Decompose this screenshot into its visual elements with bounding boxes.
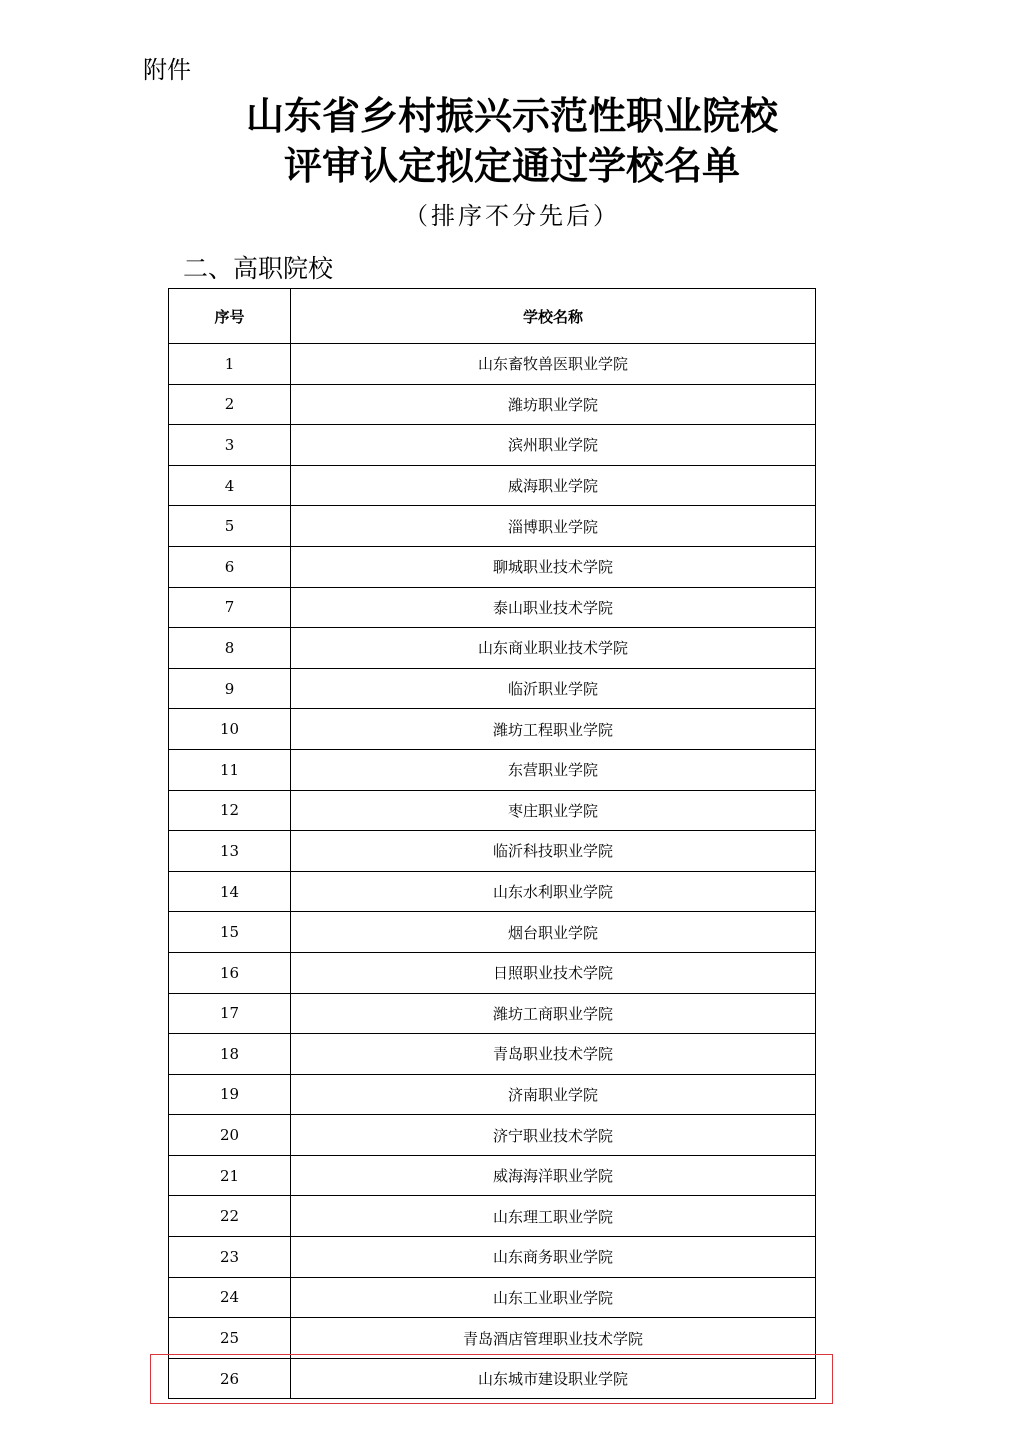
table-row xyxy=(169,668,816,709)
table-row xyxy=(169,1358,816,1399)
table-row xyxy=(169,709,816,750)
row-index: 6 xyxy=(169,546,291,587)
row-index: 4 xyxy=(169,465,291,506)
row-index: 14 xyxy=(169,871,291,912)
table-row xyxy=(169,912,816,953)
table-row xyxy=(169,1034,816,1075)
row-school-name: 威海海洋职业学院 xyxy=(291,1155,816,1196)
table-row xyxy=(169,1074,816,1115)
row-school-name: 济南职业学院 xyxy=(291,1074,816,1115)
table-row xyxy=(169,425,816,466)
row-school-name: 临沂科技职业学院 xyxy=(291,831,816,872)
row-index: 24 xyxy=(169,1277,291,1318)
row-school-name: 滨州职业学院 xyxy=(291,425,816,466)
row-index: 22 xyxy=(169,1196,291,1237)
row-index: 7 xyxy=(169,587,291,628)
page-title-line-2: 评审认定拟定通过学校名单 xyxy=(283,143,740,188)
row-index: 10 xyxy=(169,709,291,750)
row-index: 17 xyxy=(169,993,291,1034)
row-school-name: 山东城市建设职业学院 xyxy=(291,1358,816,1399)
table-row xyxy=(169,831,816,872)
school-list-table xyxy=(168,288,816,1399)
row-index: 18 xyxy=(169,1034,291,1075)
table-row xyxy=(169,628,816,669)
row-index: 5 xyxy=(169,506,291,547)
row-index: 19 xyxy=(169,1074,291,1115)
table-row xyxy=(169,1318,816,1359)
row-school-name: 日照职业技术学院 xyxy=(291,952,816,993)
table-row xyxy=(169,587,816,628)
table-row xyxy=(169,384,816,425)
row-index: 8 xyxy=(169,628,291,669)
row-school-name: 潍坊工商职业学院 xyxy=(291,993,816,1034)
table-row xyxy=(169,1237,816,1278)
table-body xyxy=(169,344,816,1399)
row-school-name: 潍坊职业学院 xyxy=(291,384,816,425)
row-index: 20 xyxy=(169,1115,291,1156)
row-school-name: 聊城职业技术学院 xyxy=(291,546,816,587)
column-header-school-name: 学校名称 xyxy=(291,289,816,344)
page-title-line-1: 山东省乡村振兴示范性职业院校 xyxy=(245,93,778,138)
row-index: 16 xyxy=(169,952,291,993)
attachment-label: 附件 xyxy=(143,56,191,84)
row-school-name: 山东工业职业学院 xyxy=(291,1277,816,1318)
table-row xyxy=(169,952,816,993)
row-school-name: 青岛职业技术学院 xyxy=(291,1034,816,1075)
row-index: 23 xyxy=(169,1237,291,1278)
table-row xyxy=(169,344,816,385)
row-index: 2 xyxy=(169,384,291,425)
row-index: 12 xyxy=(169,790,291,831)
row-index: 11 xyxy=(169,749,291,790)
row-school-name: 淄博职业学院 xyxy=(291,506,816,547)
row-index: 21 xyxy=(169,1155,291,1196)
table-row xyxy=(169,749,816,790)
table-row xyxy=(169,1196,816,1237)
table-header-row xyxy=(169,289,816,344)
row-index: 9 xyxy=(169,668,291,709)
row-index: 1 xyxy=(169,344,291,385)
row-school-name: 山东商业职业技术学院 xyxy=(291,628,816,669)
row-school-name: 山东水利职业学院 xyxy=(291,871,816,912)
row-school-name: 枣庄职业学院 xyxy=(291,790,816,831)
row-school-name: 济宁职业技术学院 xyxy=(291,1115,816,1156)
row-school-name: 烟台职业学院 xyxy=(291,912,816,953)
column-header-index: 序号 xyxy=(169,289,291,344)
row-index: 26 xyxy=(169,1358,291,1399)
row-school-name: 潍坊工程职业学院 xyxy=(291,709,816,750)
row-school-name: 泰山职业技术学院 xyxy=(291,587,816,628)
section-heading: 二、高职院校 xyxy=(183,254,334,283)
table-row xyxy=(169,506,816,547)
row-school-name: 威海职业学院 xyxy=(291,465,816,506)
table-row xyxy=(169,1115,816,1156)
row-index: 25 xyxy=(169,1318,291,1359)
table-row xyxy=(169,871,816,912)
table-row xyxy=(169,1155,816,1196)
row-index: 3 xyxy=(169,425,291,466)
row-index: 13 xyxy=(169,831,291,872)
row-school-name: 东营职业学院 xyxy=(291,749,816,790)
row-school-name: 青岛酒店管理职业技术学院 xyxy=(291,1318,816,1359)
table-row xyxy=(169,465,816,506)
table-row xyxy=(169,1277,816,1318)
row-school-name: 山东理工职业学院 xyxy=(291,1196,816,1237)
row-school-name: 山东商务职业学院 xyxy=(291,1237,816,1278)
row-index: 15 xyxy=(169,912,291,953)
row-school-name: 临沂职业学院 xyxy=(291,668,816,709)
table-row xyxy=(169,790,816,831)
row-school-name: 山东畜牧兽医职业学院 xyxy=(291,344,816,385)
table-row xyxy=(169,546,816,587)
table-row xyxy=(169,993,816,1034)
page-subtitle: （排序不分先后） xyxy=(404,202,620,230)
